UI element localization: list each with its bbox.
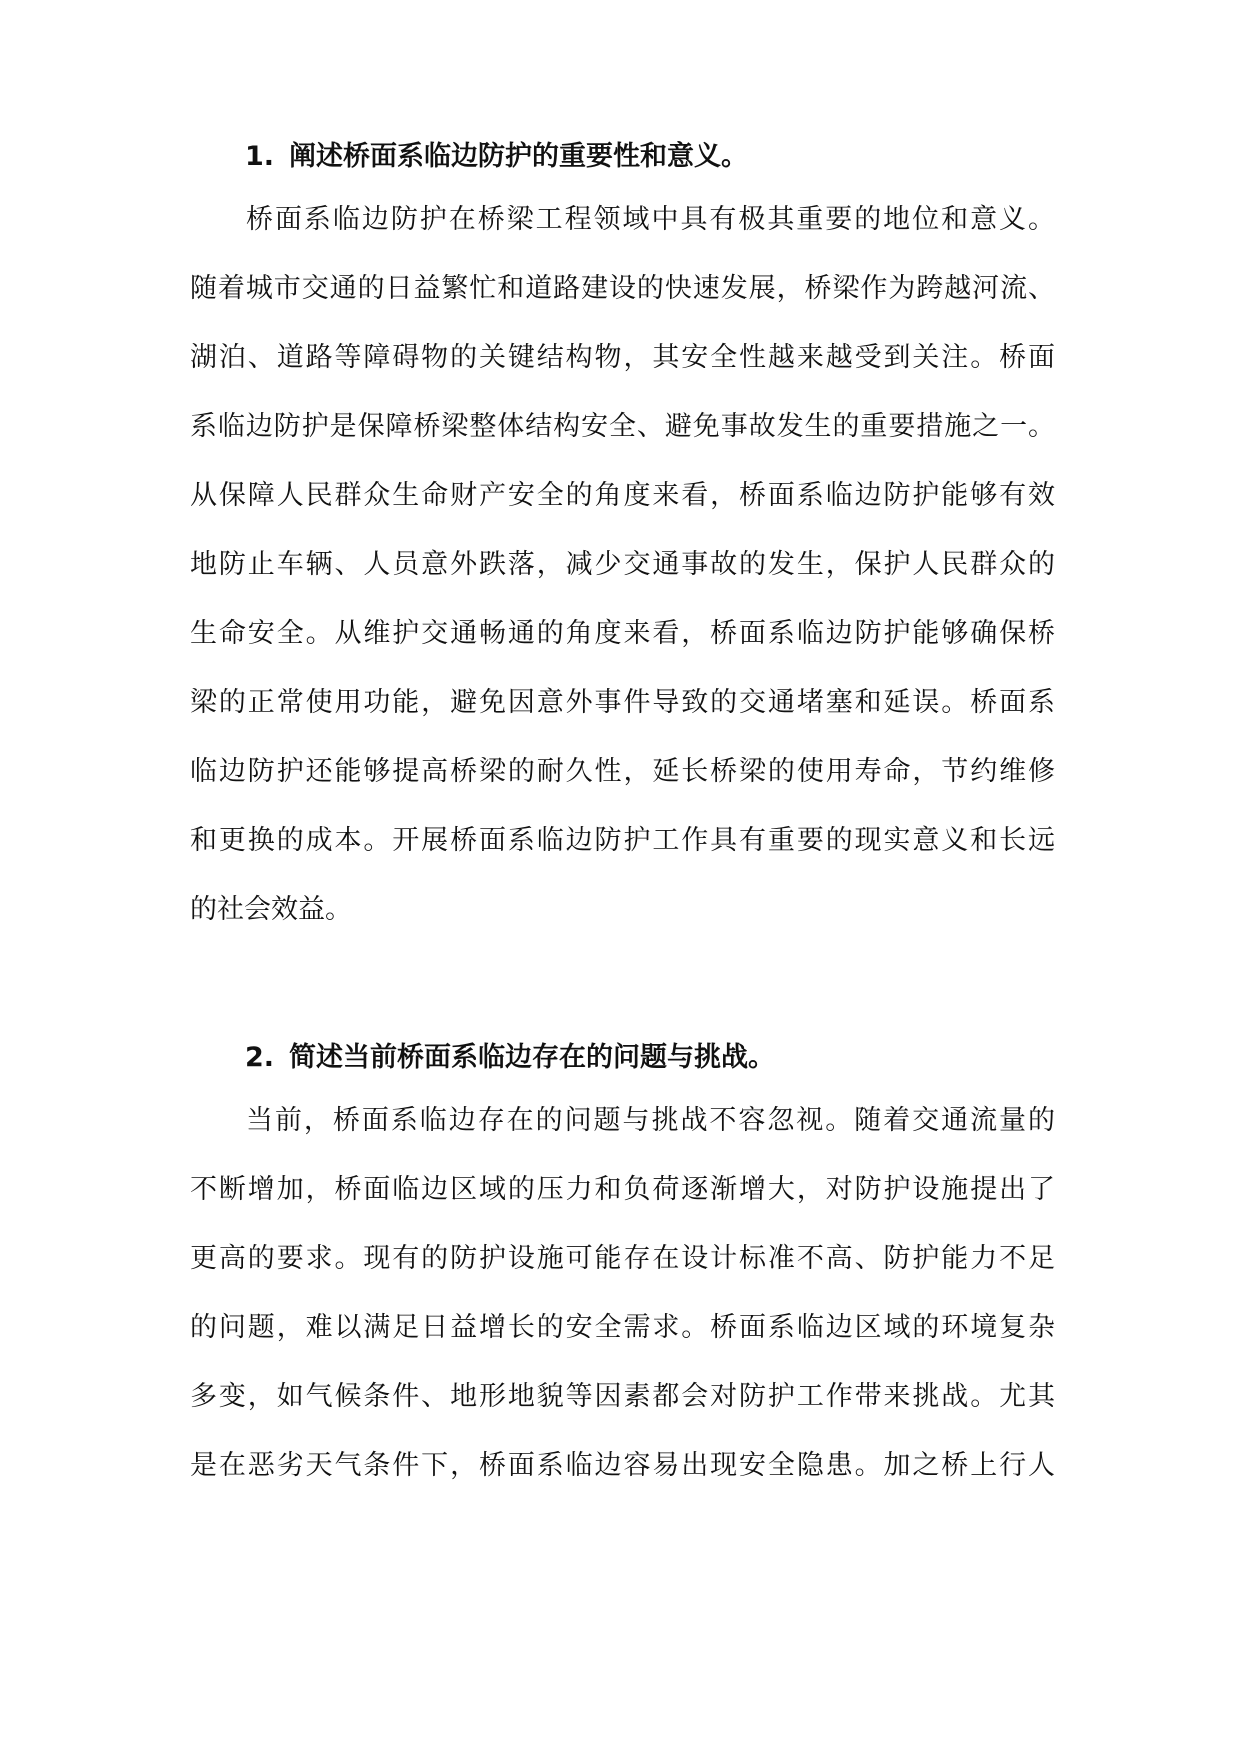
section-1-paragraph bbox=[190, 185, 1055, 944]
section-1-title: 阐述桥面系临边防护的重要性和意义。 bbox=[289, 141, 748, 172]
paragraph-line: 临边防护还能够提高桥梁的耐久性，延长桥梁的使用寿命，节约维修 bbox=[190, 756, 1055, 787]
paragraph-line: 随着城市交通的日益繁忙和道路建设的快速发展，桥梁作为跨越河流、 bbox=[190, 273, 1055, 304]
paragraph-line: 的问题，难以满足日益增长的安全需求。桥面系临边区域的环境复杂 bbox=[190, 1312, 1055, 1343]
paragraph-line: 梁的正常使用功能，避免因意外事件导致的交通堵塞和延误。桥面系 bbox=[190, 687, 1055, 718]
paragraph-line: 从保障人民群众生命财产安全的角度来看，桥面系临边防护能够有效 bbox=[190, 480, 1055, 511]
section-1-heading bbox=[245, 137, 748, 177]
paragraph-line: 多变，如气候条件、地形地貌等因素都会对防护工作带来挑战。尤其 bbox=[190, 1381, 1055, 1412]
paragraph-line: 更高的要求。现有的防护设施可能存在设计标准不高、防护能力不足 bbox=[190, 1243, 1055, 1274]
section-1-number: 1. bbox=[245, 141, 275, 172]
paragraph-line: 桥面系临边防护在桥梁工程领域中具有极其重要的地位和意义。 bbox=[246, 204, 1055, 235]
paragraph-line: 是在恶劣天气条件下，桥面系临边容易出现安全隐患。加之桥上行人 bbox=[190, 1450, 1055, 1481]
paragraph-line: 系临边防护是保障桥梁整体结构安全、避免事故发生的重要措施之一。 bbox=[190, 411, 1055, 442]
paragraph-line: 地防止车辆、人员意外跌落，减少交通事故的发生，保护人民群众的 bbox=[190, 549, 1055, 580]
paragraph-line: 的社会效益。 bbox=[190, 894, 352, 925]
section-2-heading bbox=[245, 1038, 775, 1078]
paragraph-line: 湖泊、道路等障碍物的关键结构物，其安全性越来越受到关注。桥面 bbox=[190, 342, 1055, 373]
section-2-paragraph bbox=[190, 1086, 1055, 1500]
paragraph-line: 不断增加，桥面临边区域的压力和负荷逐渐增大，对防护设施提出了 bbox=[190, 1174, 1055, 1205]
paragraph-line: 和更换的成本。开展桥面系临边防护工作具有重要的现实意义和长远 bbox=[190, 825, 1055, 856]
paragraph-line: 生命安全。从维护交通畅通的角度来看，桥面系临边防护能够确保桥 bbox=[190, 618, 1055, 649]
section-2-title: 简述当前桥面系临边存在的问题与挑战。 bbox=[289, 1042, 775, 1073]
section-2-number: 2. bbox=[245, 1042, 275, 1073]
paragraph-line: 当前，桥面系临边存在的问题与挑战不容忽视。随着交通流量的 bbox=[246, 1105, 1055, 1136]
